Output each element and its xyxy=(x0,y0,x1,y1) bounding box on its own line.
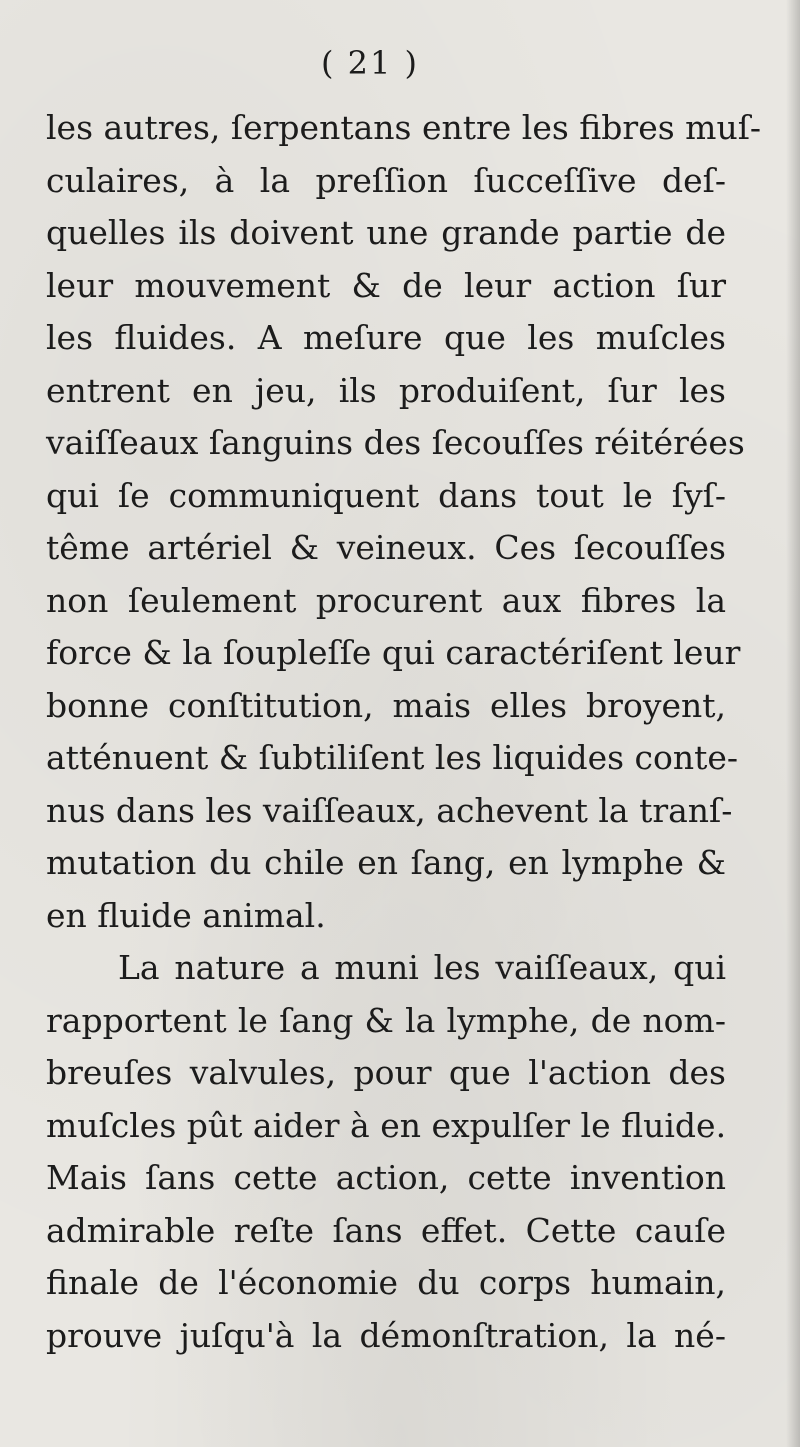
text-line: tême artériel & veineux. Ces ſecouſſes xyxy=(46,528,726,567)
text-line: non ſeulement procurent aux fibres la xyxy=(46,580,726,620)
text-line: Mais ſans cette action, cette invention xyxy=(46,1158,726,1197)
text-block xyxy=(46,102,762,1362)
text-line: en fluide animal. xyxy=(46,895,326,935)
text-line: leur mouvement & de leur action ſur xyxy=(46,265,726,305)
text-line: quelles ils doivent une grande partie de xyxy=(46,213,726,252)
text-line: vaiſſeaux ſanguins des ſecouſſes réitérées xyxy=(46,423,745,462)
text-line: les fluides. A meſure que les muſcles xyxy=(46,318,726,357)
text-line: force & la ſoupleſſe qui caractériſent leur xyxy=(46,633,741,672)
text-line: nus dans les vaiſſeaux, achevent la tranſ- xyxy=(46,790,733,830)
paragraph-first-line: La nature a muni les vaiſſeaux, qui xyxy=(118,948,726,987)
text-line: les autres, ſerpentans entre les fibres muſ- xyxy=(46,108,762,147)
page-number: ( 21 ) xyxy=(320,44,420,82)
text-line: prouve juſqu'à la démonſtration, la né- xyxy=(46,1315,726,1355)
text-line: bonne conſtitution, mais elles broyent, xyxy=(46,685,726,725)
text-line: breuſes valvules, pour que l'action des xyxy=(46,1053,726,1092)
text-line: entrent en jeu, ils produiſent, ſur les xyxy=(46,370,726,410)
text-line: mutation du chile en ſang, en lymphe & xyxy=(46,843,726,882)
text-line: culaires, à la preſſion ſucceſſive deſ- xyxy=(46,160,726,200)
text-line: rapportent le ſang & la lymphe, de nom- xyxy=(46,1000,726,1040)
text-line: admirable reſte ſans effet. Cette cauſe xyxy=(46,1210,726,1250)
page-edge-shadow xyxy=(786,0,800,1447)
text-line: muſcles pût aider à en expulſer le fluide. xyxy=(46,1105,727,1145)
text-line: qui ſe communiquent dans tout le ſyſ- xyxy=(46,475,726,515)
text-line: atténuent & ſubtiliſent les liquides conte- xyxy=(46,738,739,777)
text-line: finale de l'économie du corps humain, xyxy=(46,1263,726,1302)
